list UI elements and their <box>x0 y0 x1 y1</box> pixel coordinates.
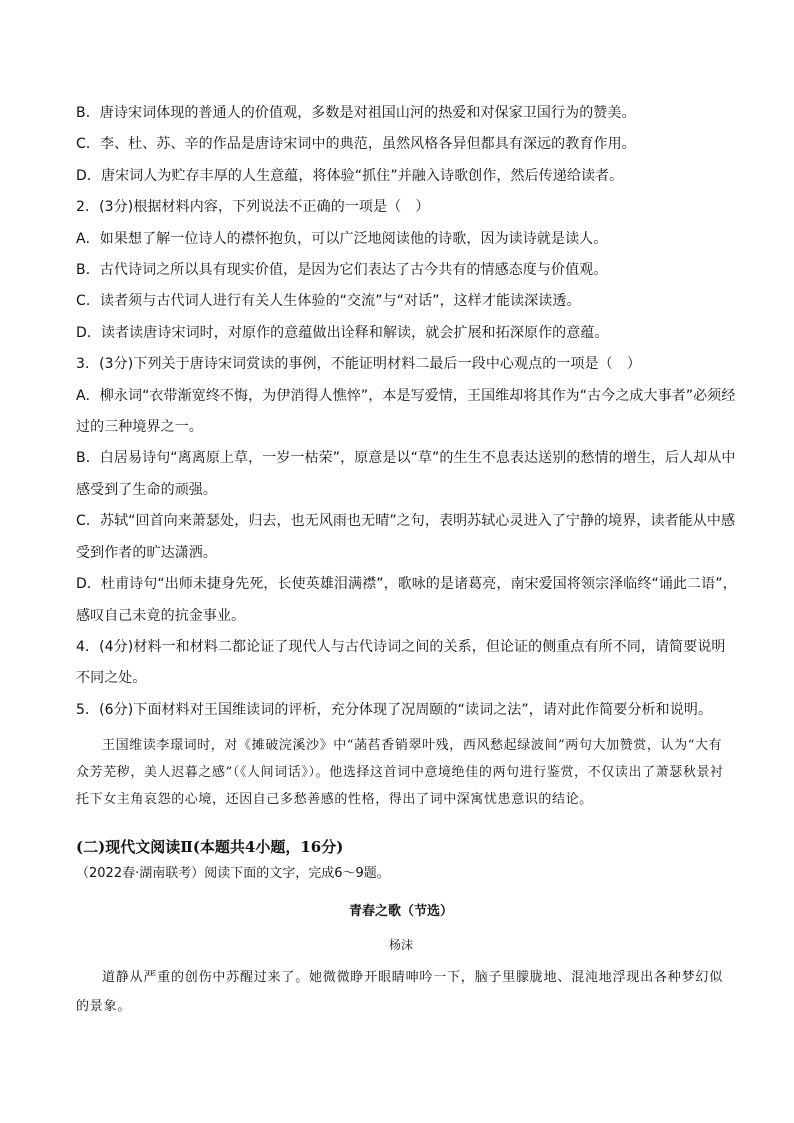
passage-title: 青春之歌（节选） <box>348 904 453 920</box>
q2-option-b: B．古代诗词之所以具有现实价值，是因为它们表达了古今共有的情感态度与价值观。 <box>76 262 608 279</box>
q3-option-c-2: 受到作者的旷达潇洒。 <box>76 544 217 561</box>
document-content <box>76 98 737 1021</box>
q3-option-b-1: B．白居易诗句“离离原上草，一岁一枯荣”，原意是以“草”的生生不息表达送别的愁情的增生，后人却从中 <box>76 450 736 467</box>
q2-option-d: D．读者读唐诗宋词时，对原作的意蕴做出诠释和解读，就会扩展和拓深原作的意蕴。 <box>76 324 609 341</box>
source-line: （2022春·湖南联考）阅读下面的文字，完成6～9题。 <box>76 866 390 882</box>
passage-author: 杨沫 <box>388 938 413 953</box>
quote-block: 王国维读李璟词时，对《摊破浣溪沙》中“菡萏香销翠叶残，西风愁起绿波间”两句大加赞赏，认为“大有众芳芜秽，美人迟暮之感”（《人间词话》）。他选择这首词中意境绝佳的两句进行鉴赏，不仅读出了萧瑟秋景衬托下女主角哀怨的心境，还因自己多愁善感的性格，得出了词中深寓忧患意识的结论。 <box>76 738 724 808</box>
question-4-1: 4．(4分)材料一和材料二都论证了现代人与古代诗词之间的关系，但论证的侧重点有所不同，请简要说明 <box>76 638 726 655</box>
q3-option-a-1: A．柳永词“衣带渐宽终不悔，为伊消得人憔悴”，本是写爱情，王国维却将其作为“古今之成大事者”必须经 <box>76 387 736 404</box>
question-4-2: 不同之处。 <box>76 670 147 687</box>
option-b-line: B．唐诗宋词体现的普通人的价值观，多数是对祖国山河的热爱和对保家卫国行为的赞美。 <box>76 105 636 121</box>
q3-option-c-1: C．苏轼“回首向来萧瑟处，归去，也无风雨也无晴”之句，表明苏轼心灵进入了宁静的境界，读者能从中感 <box>76 513 736 530</box>
q2-option-a: A．如果想了解一位诗人的襟怀抱负，可以广泛地阅读他的诗歌，因为读诗就是读人。 <box>76 230 608 247</box>
question-5: 5．(6分)下面材料对王国维读词的评析，充分体现了况周颐的“读词之法”，请对此作简要分析和说明。 <box>76 701 713 718</box>
question-2: 2．(3分)根据材料内容，下列说法不正确的一项是（ ） <box>76 199 430 216</box>
question-3: 3．(3分)下列关于唐诗宋词赏读的事例，不能证明材料二最后一段中心观点的一项是（ ） <box>76 356 641 373</box>
passage-paragraph: 道静从严重的创伤中苏醒过来了。她微微睁开眼睛呻吟一下，脑子里朦胧地、混沌地浮现出各种梦幻似的景象。 <box>76 970 724 1015</box>
q3-option-b-2: 感受到了生命的顽强。 <box>76 481 217 498</box>
option-c-line: C．李、杜、苏、辛的作品是唐诗宋词中的典范，虽然风格各异但都具有深远的教育作用。 <box>76 136 636 153</box>
q2-option-c: C．读者须与古代词人进行有关人生体验的“交流”与“对话”，这样才能读深读透。 <box>76 293 581 310</box>
q3-option-d-2: 感叹自己未竟的抗金事业。 <box>76 607 246 624</box>
section-title: (二)现代文阅读Ⅱ(本题共4小题，16分) <box>76 838 344 857</box>
q3-option-a-2: 过的三种境界之一。 <box>76 419 203 436</box>
q3-option-d-1: D．杜甫诗句“出师未捷身先死，长使英雄泪满襟”，歌咏的是诸葛亮，南宋爱国将领宗泽临终“诵此二语”， <box>76 576 737 593</box>
option-d-line: D．唐宋词人为贮存丰厚的人生意蕴，将体验“抓住”并融入诗歌创作，然后传递给读者。 <box>76 167 624 184</box>
